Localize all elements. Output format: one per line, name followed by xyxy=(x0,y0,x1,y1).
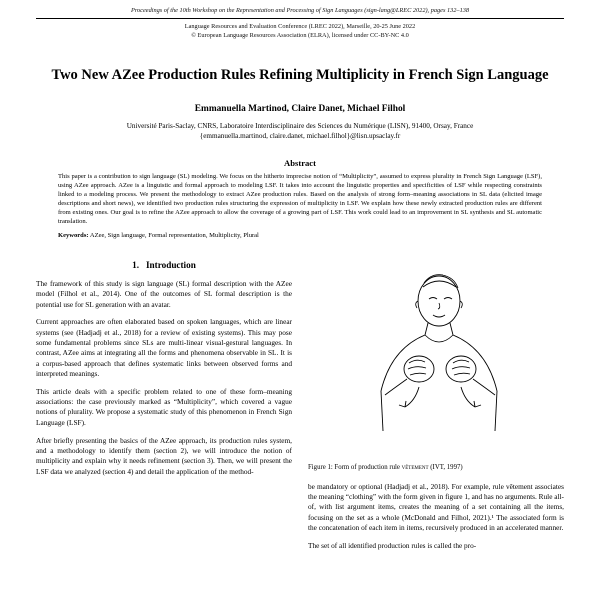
keywords-label: Keywords: xyxy=(58,231,89,239)
body-columns xyxy=(36,259,564,558)
paragraph: This article deals with a specific problem related to one of these form–meaning associations: the case previously marked as “Multiplicity”, which covered a vague notions of plurality. We propose a systematic study of this phenomenon in French Sign Language (LSF). xyxy=(36,386,292,427)
header-line-2: Language Resources and Evaluation Conference (LREC 2022), Marseille, 20-25 June 2022 xyxy=(184,23,416,31)
paragraph: After briefly presenting the basics of the AZee approach, its production rules system, and a methodology to identify them (section 2), we will introduce the notion of multiplicity and explain why it needs refinement (section 3). Then, we will present the LSF data we analyzed (section 4) and detail the application of the method- xyxy=(36,435,292,476)
affiliation-line-2: {emmanuella.martinod, claire.danet, michael.filhol}@lisn.upsaclay.fr xyxy=(199,132,401,141)
proceedings-header xyxy=(36,6,564,40)
right-column xyxy=(308,259,564,558)
header-line-1: Proceedings of the 10th Workshop on the Representation and Processing of Sign Languages (sign-lang@LREC 2022), pages 132–138 xyxy=(130,7,470,14)
paragraph: Current approaches are often elaborated based on spoken languages, which are linear systems (see (Hadjadj et al., 2018) for a review of existing systems). This may pose some fundamental problems since SLs are multi-linear visual-gestural languages. In contrast, AZee aims at integrating all the forms and phenomena observable in SL. It is a corpus-based approach that defines systematic links between observed forms and interpreted meanings. xyxy=(36,317,292,379)
paragraph: The framework of this study is sign language (SL) formal description with the AZee model (Filhol et al., 2014). One of the outcomes of SL formal description is the potential use for SL generation with an avatar. xyxy=(36,278,292,309)
paragraph: The set of all identified production rules is called the pro- xyxy=(308,540,477,550)
figure-caption xyxy=(308,463,564,472)
figure-caption-rule: vêtement xyxy=(401,463,429,471)
affiliation xyxy=(36,121,564,142)
section-number: 1. xyxy=(132,259,140,270)
header-divider xyxy=(36,18,564,19)
figure-caption-prefix: Figure 1: Form of production rule xyxy=(308,463,402,471)
affiliation-line-1: Université Paris-Saclay, CNRS, Laboratoire Interdisciplinaire des Sciences du Numérique (LISN), 91400, Orsay, France xyxy=(126,121,474,130)
page-title: Two New AZee Production Rules Refining Multiplicity in French Sign Language xyxy=(51,67,549,84)
figure-1 xyxy=(308,261,564,459)
keywords-value: AZee, Sign language, Formal representation, Multiplicity, Plural xyxy=(88,231,259,239)
figure-caption-suffix: (IVT, 1997) xyxy=(428,463,463,471)
abstract-text: This paper is a contribution to sign language (SL) modeling. We focus on the hitherto imprecise notion of “Multiplicity”, assumed to express plurality in French Sign Language (LSF), using AZee approach. AZee is a linguistic and formal approach to modeling LSF. It takes into account the linguistic properties and specificities of LSF while respecting constraints linked to a modeling process. We present the methodology to extract AZee production rules. Based on the analysis of strong form–meaning associations in SL data (elicited image descriptions and short news), we identified two production rules structuring the expression of multiplicity in LSF. We explain how these newly extracted production rules are different from existing ones. Our goal is to refine the AZee approach to allow the coverage of a growing part of LSF. This work could lead to an improvement in SL synthesis and SL automatic translation. xyxy=(58,172,542,225)
author-list xyxy=(36,104,564,114)
keywords-line xyxy=(58,232,542,241)
left-column xyxy=(36,259,292,558)
section-title: Introduction xyxy=(145,259,196,270)
abstract-heading: Abstract xyxy=(284,157,316,168)
section-heading-introduction xyxy=(36,259,292,272)
header-line-3: © European Language Resources Association (ELRA), licensed under CC-BY-NC 4.0 xyxy=(191,32,409,40)
paragraph: be mandatory or optional (Hadjadj et al., 2018). For example, rule vêtement associates the meaning “clothing” with the form given in figure 1, and has no arguments. Rule all-of, with list argument items, creates the meaning of a set containing all the items, focusing on the set as a whole (McDonald and Filhol, 2021).¹ The associated form is the concatenation of each item in items, recursively produced in an accelerated manner. xyxy=(308,481,564,533)
production-rule-form-illustration xyxy=(311,261,561,457)
authors-names: Emmanuella Martinod, Claire Danet, Michael Filhol xyxy=(194,103,406,114)
